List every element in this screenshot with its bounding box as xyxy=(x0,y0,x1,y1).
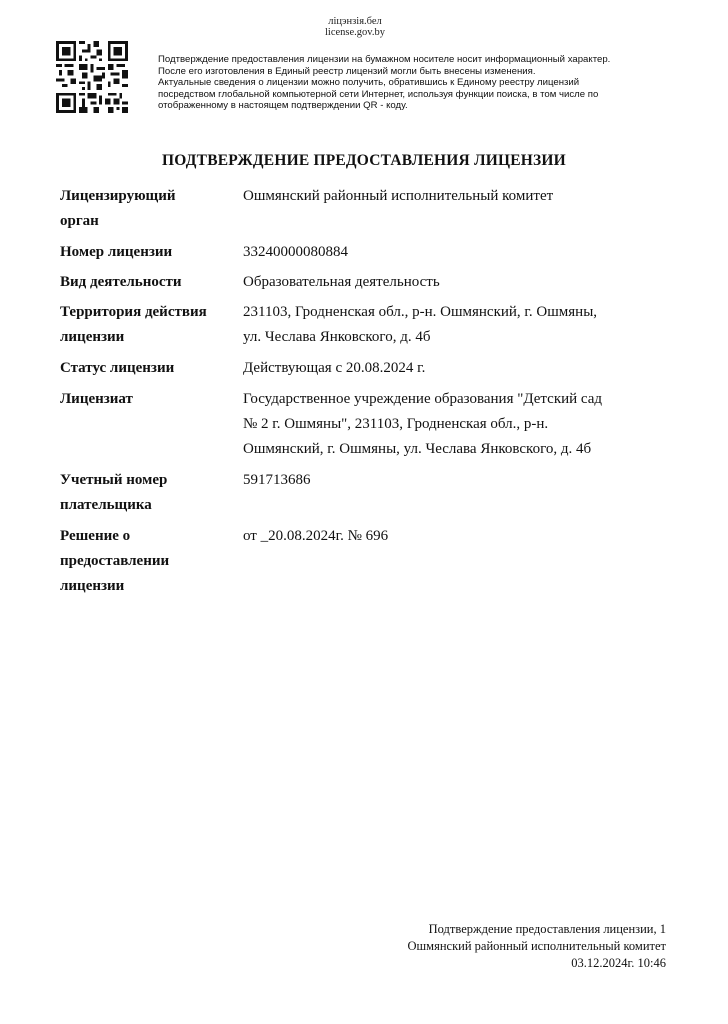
label-line: лицензии xyxy=(60,329,125,345)
label-line: Вид деятельности xyxy=(60,274,182,290)
field-label xyxy=(60,184,238,234)
field-value xyxy=(243,184,673,209)
label-line: плательщика xyxy=(60,497,152,513)
site-header xyxy=(295,16,415,38)
field-label xyxy=(60,240,238,265)
value-line: № 2 г. Ошмяны", 231103, Гродненская обл., р-н. xyxy=(243,416,549,432)
label-line: Учетный номер xyxy=(60,472,168,488)
footer-authority: Ошмянский районный исполнительный комитет xyxy=(407,939,666,953)
field-label xyxy=(60,387,238,412)
site-name-by: ліцэнзія.бел xyxy=(328,16,382,27)
field-label xyxy=(60,356,238,381)
label-line: Решение о xyxy=(60,528,131,544)
field-label xyxy=(60,300,238,350)
field-value xyxy=(243,356,673,381)
info-notice xyxy=(158,54,698,112)
label-line: лицензии xyxy=(60,578,125,594)
notice-line: После его изготовления в Единый реестр лицензий могли быть внесены изменения. xyxy=(158,65,536,77)
notice-line: Подтверждение предоставления лицензии на бумажном носителе носит информационный характер. xyxy=(158,54,611,65)
footer-timestamp: 03.12.2024г. 10:46 xyxy=(571,956,666,970)
label-line: Статус лицензии xyxy=(60,360,175,376)
field-value xyxy=(243,270,673,295)
label-line: Номер лицензии xyxy=(60,244,173,260)
field-value xyxy=(243,468,673,493)
field-label xyxy=(60,468,238,518)
field-value xyxy=(243,240,673,265)
field-value xyxy=(243,524,673,549)
label-line: предоставлении xyxy=(60,553,170,569)
value-line: от _20.08.2024г. № 696 xyxy=(243,528,389,544)
label-line: Территория действия xyxy=(60,304,207,320)
document-title: ПОДТВЕРЖДЕНИЕ ПРЕДОСТАВЛЕНИЯ ЛИЦЕНЗИИ xyxy=(162,152,566,169)
value-line: ул. Чеслава Янковского, д. 4б xyxy=(243,329,431,345)
value-line: Государственное учреждение образования "Детский сад xyxy=(243,391,603,407)
value-line: Ошмянский районный исполнительный комитет xyxy=(243,188,554,204)
label-line: Лицензиат xyxy=(60,391,133,407)
value-line: 33240000080884 xyxy=(243,244,348,260)
value-line: Образовательная деятельность xyxy=(243,274,440,290)
document-footer xyxy=(300,921,666,972)
notice-line: посредством глобальной компьютерной сети Интернет, используя функции поиска, в том числе по xyxy=(158,88,599,100)
field-label xyxy=(60,270,238,295)
notice-line: отображенному в настоящем подтверждении QR - коду. xyxy=(158,100,408,111)
qr-code-icon xyxy=(56,41,128,113)
footer-line: Подтверждение предоставления лицензии, 1 xyxy=(428,922,666,936)
field-value xyxy=(243,387,673,462)
label-line: орган xyxy=(60,213,99,229)
notice-line: Актуальные сведения о лицензии можно получить, обратившись к Единому реестру лицензий xyxy=(158,77,580,88)
label-line: Лицензирующий xyxy=(60,188,176,204)
value-line: 231103, Гродненская обл., р-н. Ошмянский, г. Ошмяны, xyxy=(243,304,598,320)
field-label xyxy=(60,524,238,599)
site-name-latin: license.gov.by xyxy=(325,27,385,38)
value-line: Действующая с 20.08.2024 г. xyxy=(243,360,426,376)
field-value xyxy=(243,300,673,350)
value-line: 591713686 xyxy=(243,472,311,488)
value-line: Ошмянский, г. Ошмяны, ул. Чеслава Янковского, д. 4б xyxy=(243,441,592,457)
